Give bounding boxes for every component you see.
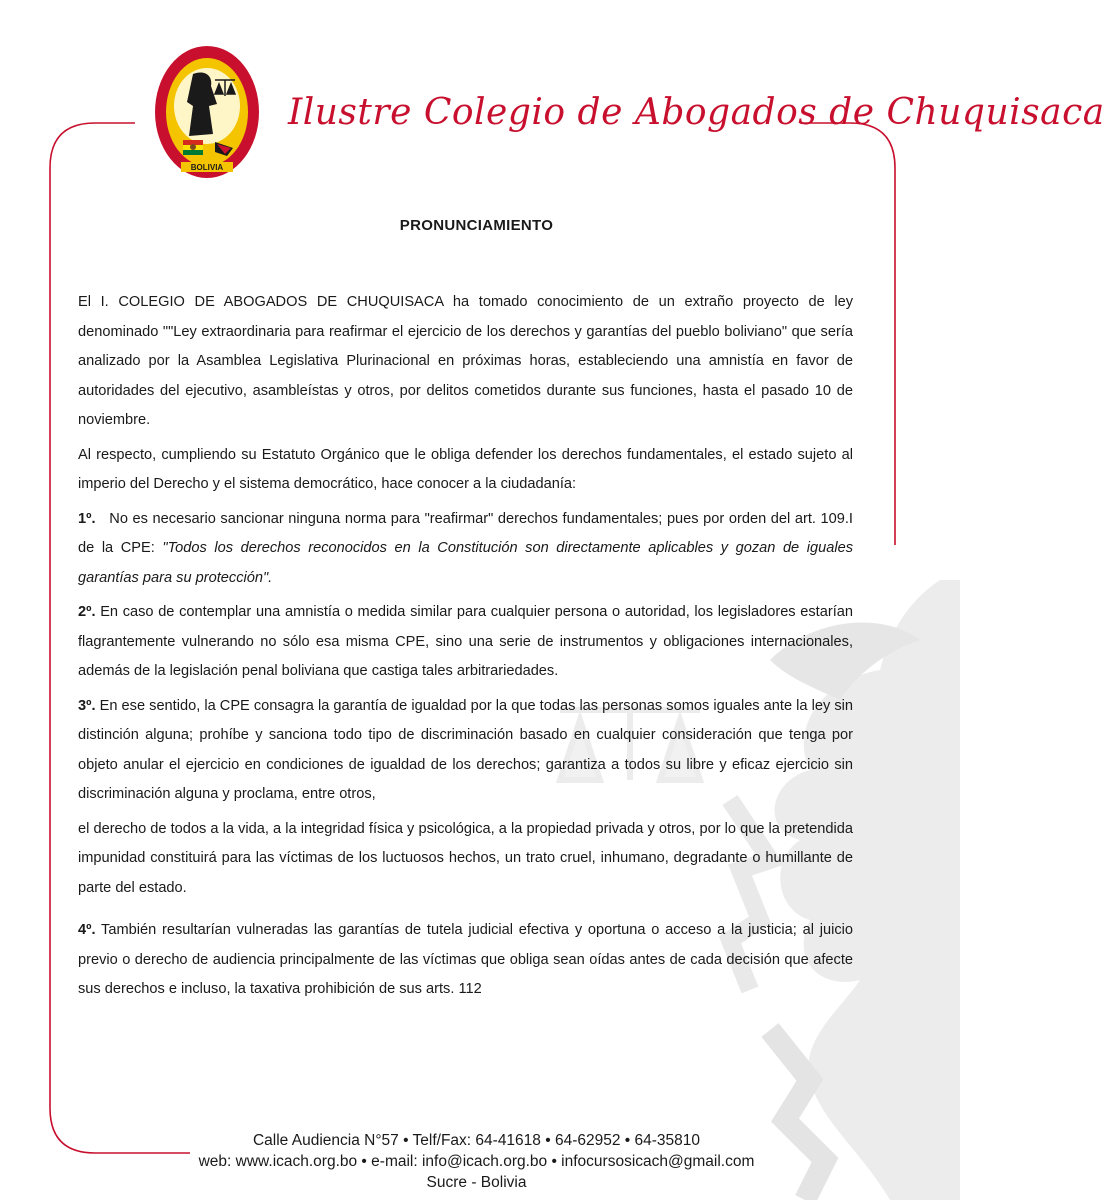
point-1-number: 1º.: [78, 510, 96, 527]
point-3-paragraph: [78, 692, 853, 810]
point-3-text: En ese sentido, la CPE consagra la garantía de igualdad por la que todas las personas somos iguales ante la ley sin distinción alguna; prohíbe y sanciona todo tipo de discriminación basado en cualquier consideración que tenga por objeto anular el ejercicio en condiciones de igualdad de los derechos; garantiza a todos su libre y eficaz ejercicio sin discriminación alguna y proclama, entre otros,: [78, 697, 853, 802]
point-2-number: 2º.: [78, 604, 96, 620]
footer-city: Sucre - Bolivia: [426, 1174, 527, 1191]
respecto-paragraph: Al respecto, cumpliendo su Estatuto Orgánico que le obliga defender los derechos fundamentales, el estado sujeto al imperio del Derecho y el sistema democrático, hace conocer a la ciudadanía:: [78, 446, 853, 492]
bar-association-seal-logo: [153, 44, 261, 180]
point-3-number: 3º.: [78, 697, 96, 714]
point-4-paragraph: [78, 916, 853, 1005]
footer-address: Calle Audiencia N°57 • Telf/Fax: 64-41618 • 64-62952 • 64-35810: [252, 1132, 701, 1149]
point-4-text: También resultarían vulneradas las garantías de tutela judicial efectiva y oportuna o acceso a la justicia; al juicio previo o derecho de audiencia principalmente de las víctimas que obliga sean oídas antes de cada decisión que afecte sus derechos e incluso, la taxativa prohibición de sus arts. 112: [78, 922, 854, 997]
intro-paragraph: El I. COLEGIO DE ABOGADOS DE CHUQUISACA ha tomado conocimiento de un extraño proyecto de ley denominado ""Ley extraordinaria para reafirmar el ejercicio de los derechos y garantías del pueblo boliviano" que sería analizado por la Asamblea Legislativa Plurinacional en próximas horas, estableciendo una amnistía en favor de autoridades del ejecutivo, asambleístas y otros, por delitos cometidos durante sus funciones, hasta el pasado 10 de noviembre.: [78, 294, 853, 428]
logo-country-text: BOLIVIA: [190, 163, 224, 172]
point-2-text: En caso de contemplar una amnistía o medida similar para cualquier persona o autoridad, los legisladores estarían flagrantemente vulnerando no sólo esa misma CPE, sino una serie de instrumentos y obligaciones internacionales, además de la legislación penal boliviana que castiga tales arbitrariedades.: [78, 604, 853, 679]
footer-web-email: web: www.icach.org.bo • e-mail: info@icach.org.bo • infocursosicach@gmail.com: [198, 1153, 755, 1170]
point-1-quote: "Todos los derechos reconocidos en la Constitución son directamente aplicables y gozan de iguales garantías para su protección".: [78, 540, 854, 586]
document-title: PRONUNCIAMIENTO: [399, 217, 554, 234]
document-body: [78, 288, 853, 1010]
point-3-continuation: el derecho de todos a la vida, a la integridad física y psicológica, a la propiedad privada y otros, por lo que la pretendida impunidad constituirá para las víctimas de los luctuosos hechos, un trato cruel, inhumano, degradante o humillante de parte del estado.: [78, 820, 853, 896]
point-1-text: No es necesario sancionar ninguna norma para "reafirmar" derechos fundamentales; pues por orden del art. 109.I de la CPE:: [78, 510, 853, 556]
footer-contact: [0, 1130, 953, 1193]
institution-title: Ilustre Colegio de Abogados de Chuquisaca: [288, 92, 1105, 133]
point-1-paragraph: [78, 505, 853, 594]
point-4-number: 4º.: [78, 922, 96, 938]
point-2-paragraph: [78, 598, 853, 687]
